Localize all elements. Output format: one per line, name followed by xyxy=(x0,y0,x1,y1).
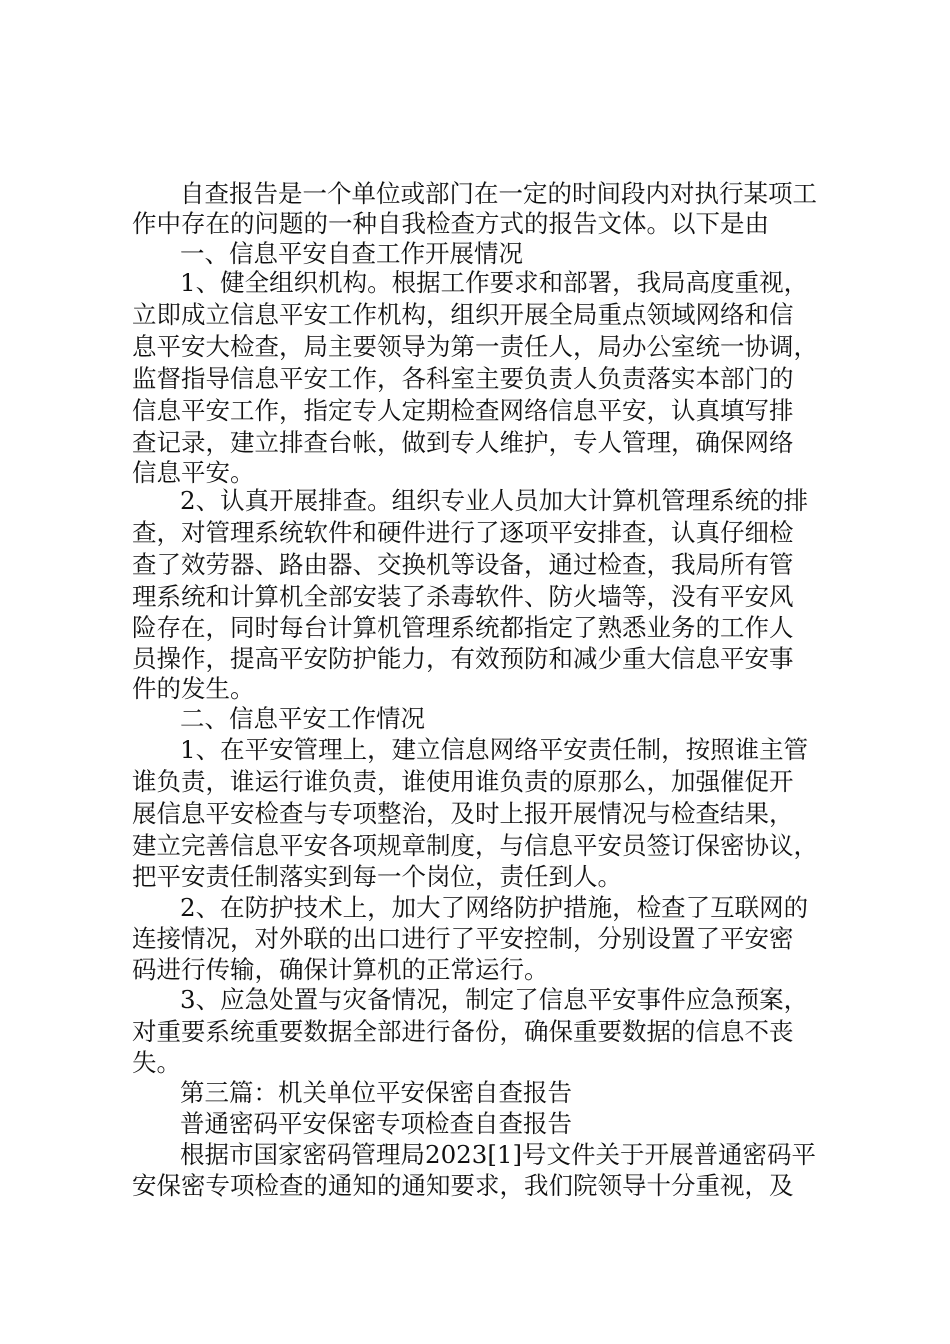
report-title: 普通密码平安保密专项检查自查报告 xyxy=(180,1109,572,1138)
section-heading: 第三篇：机关单位平安保密自查报告 xyxy=(180,1078,572,1107)
paragraph-line: 2、认真开展排查。组织专业人员加大计算机管理系统的排 xyxy=(180,486,809,515)
paragraph-line: 件的发生。 xyxy=(132,674,255,703)
paragraph-line: 自查报告是一个单位或部门在一定的时间段内对执行某项工 xyxy=(180,179,817,208)
paragraph-line: 谁负责，谁运行谁负责，谁使用谁负责的原那么，加强催促开 xyxy=(132,767,794,796)
paragraph-line: 建立完善信息平安各项规章制度，与信息平安员签订保密协议， xyxy=(132,831,818,860)
paragraph-line: 码进行传输，确保计算机的正常运行。 xyxy=(132,955,549,984)
paragraph-line: 把平安责任制落实到每一个岗位，责任到人。 xyxy=(132,862,622,891)
paragraph-line: 安保密专项检查的通知的通知要求，我们院领导十分重视，及 xyxy=(132,1171,794,1200)
paragraph-line: 监督指导信息平安工作，各科室主要负责人负责落实本部门的 xyxy=(132,364,794,393)
paragraph-line: 查了效劳器、路由器、交换机等设备，通过检查，我局所有管 xyxy=(132,550,794,579)
paragraph-line: 息平安大检查，局主要领导为第一责任人，局办公室统一协调， xyxy=(132,332,818,361)
paragraph-line: 失。 xyxy=(132,1048,181,1077)
paragraph-line: 信息平安工作，指定专人定期检查网络信息平安，认真填写排 xyxy=(132,396,794,425)
paragraph-line: 1、在平安管理上，建立信息网络平安责任制，按照谁主管 xyxy=(180,735,809,764)
section-heading: 一、信息平安自查工作开展情况 xyxy=(180,239,523,268)
paragraph-line: 1、健全组织机构。根据工作要求和部署，我局高度重视， xyxy=(180,268,809,297)
paragraph-line: 员操作，提高平安防护能力，有效预防和减少重大信息平安事 xyxy=(132,644,794,673)
paragraph-line: 查记录，建立排查台帐，做到专人维护，专人管理，确保网络 xyxy=(132,428,794,457)
paragraph-line: 立即成立信息平安工作机构，组织开展全局重点领域网络和信 xyxy=(132,300,794,329)
paragraph-line: 查，对管理系统软件和硬件进行了逐项平安排查，认真仔细检 xyxy=(132,518,794,547)
paragraph-line: 3、应急处置与灾备情况，制定了信息平安事件应急预案， xyxy=(180,985,809,1014)
paragraph-line: 作中存在的问题的一种自我检查方式的报告文体。以下是由 xyxy=(132,209,769,238)
paragraph-line: 险存在，同时每台计算机管理系统都指定了熟悉业务的工作人 xyxy=(132,613,794,642)
paragraph-line: 对重要系统重要数据全部进行备份，确保重要数据的信息不丧 xyxy=(132,1017,794,1046)
paragraph-line: 根据市国家密码管理局2023[1]号文件关于开展普通密码平 xyxy=(180,1140,817,1169)
paragraph-line: 展信息平安检查与专项整治，及时上报开展情况与检查结果， xyxy=(132,799,794,828)
section-heading: 二、信息平安工作情况 xyxy=(180,704,425,733)
paragraph-line: 信息平安。 xyxy=(132,458,255,487)
paragraph-line: 理系统和计算机全部安装了杀毒软件、防火墙等，没有平安风 xyxy=(132,582,794,611)
paragraph-line: 连接情况，对外联的出口进行了平安控制，分别设置了平安密 xyxy=(132,924,794,953)
paragraph-line: 2、在防护技术上，加大了网络防护措施，检查了互联网的 xyxy=(180,893,809,922)
